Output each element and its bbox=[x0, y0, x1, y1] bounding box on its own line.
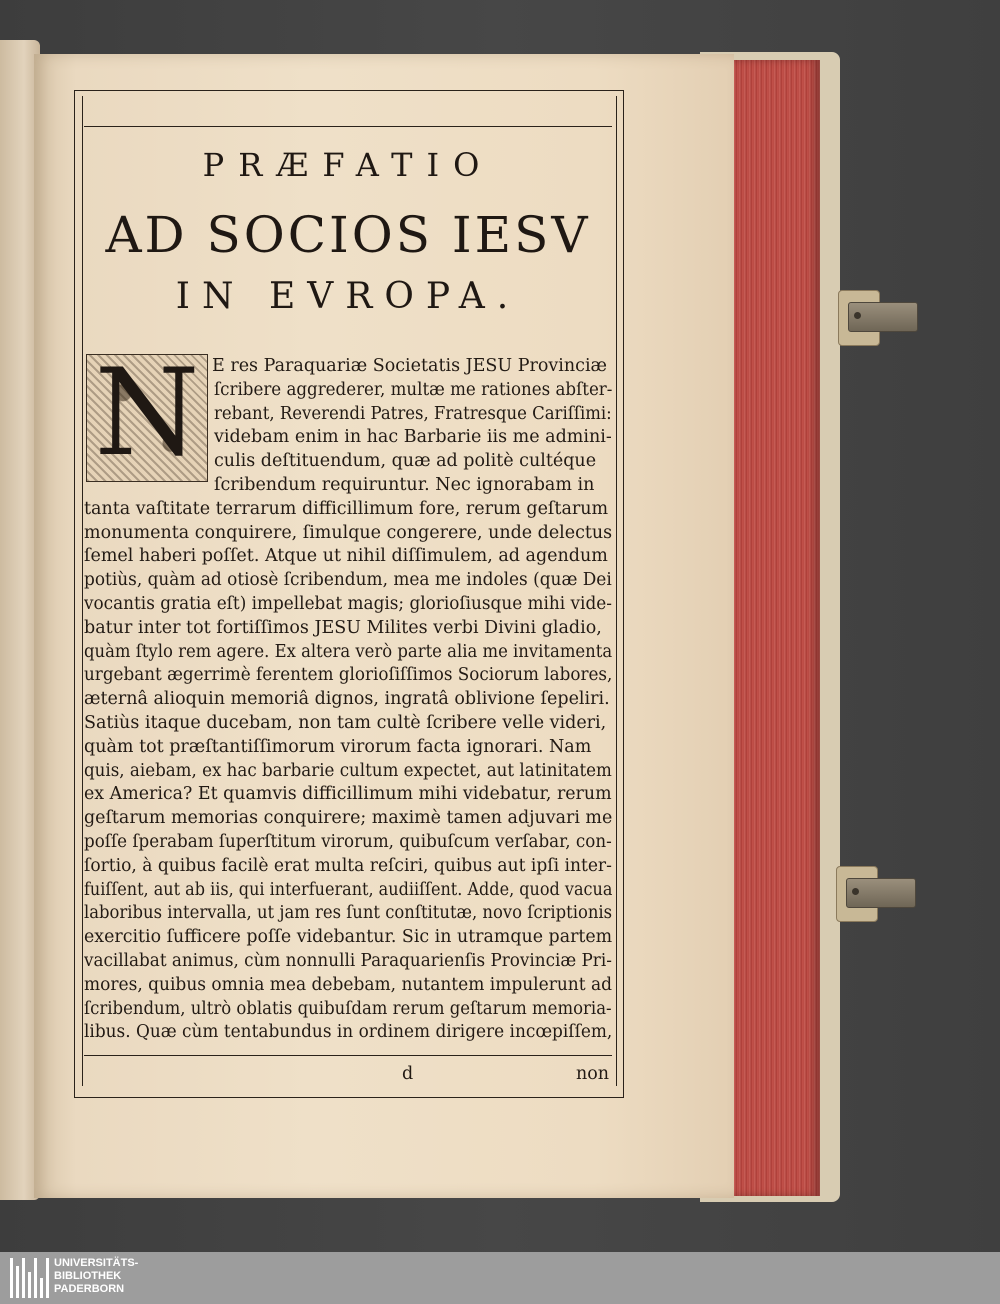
body-line: ex America? Et quamvis difficillimum mihi videbatur, rerum bbox=[84, 784, 612, 805]
decorated-initial bbox=[86, 344, 208, 483]
body-line: videbam enim in hac Barbarie iis me admini- bbox=[214, 427, 612, 448]
heading-praefatio: PRÆFATIO bbox=[202, 146, 494, 184]
body-line: æternâ alioquin memoriâ dignos, ingratâ oblivione ſepeliri. bbox=[84, 689, 610, 710]
body-line: E res Paraquariæ Societatis JESU Provinciæ bbox=[212, 356, 607, 376]
body-line: monumenta conquirere, ſimulque congerere, unde delectus bbox=[84, 522, 613, 543]
body-line: ſemel haberi poſſet. Atque ut nihil diſſimulem, ad agendum bbox=[84, 546, 608, 567]
upper-clasp bbox=[838, 290, 916, 344]
body-line: quàm tot præſtantiſſimorum virorum facta ignorari. Nam bbox=[84, 736, 592, 757]
body-line: urgebant ægerrimè ferentem glorioſiſſimos Sociorum labores, bbox=[84, 665, 613, 686]
body-line: mores, quibus omnia mea debebam, nutantem impulerunt ad bbox=[84, 974, 613, 995]
body-line: batur inter tot fortiſſimos JESU Milites verbi Divini gladio, bbox=[84, 617, 602, 638]
catchword: non bbox=[576, 1064, 610, 1084]
body-line: quàm ſtylo rem agere. Ex altera verò parte alia me invitamenta bbox=[84, 641, 613, 662]
body-line: laboribus intervalla, ut jam res ſunt conſtitutæ, novo ſcriptionis bbox=[84, 903, 613, 924]
body-line: ſcribendum, ultrò oblatis quibuſdam rerum geſtarum memoria- bbox=[84, 998, 612, 1019]
heading-in-europa: IN EVROPA. bbox=[175, 276, 521, 317]
library-name-line3: PADERBORN bbox=[54, 1283, 125, 1295]
body-line: poſſe ſperabam ſuperſtitum virorum, quibuſcum verſabar, con- bbox=[84, 832, 612, 852]
body-line: ſcribere aggrederer, multæ me rationes abſter- bbox=[214, 379, 613, 400]
library-name-line2: BIBLIOTHEK bbox=[54, 1270, 122, 1282]
library-logo-icon bbox=[8, 1258, 50, 1298]
body-line: quis, aiebam, ex hac barbarie cultum expectet, aut latinitatem bbox=[84, 760, 612, 781]
page-fore-edge bbox=[728, 60, 820, 1196]
body-line: fuiſſent, aut ab iis, qui interfuerant, audiiſſent. Adde, quod vacua bbox=[84, 879, 613, 900]
library-name-line1: UNIVERSITÄTS- bbox=[54, 1257, 139, 1269]
bottom-rule bbox=[84, 1055, 612, 1056]
body-line: vocantis gratia eſt) impellebat magis; glorioſiusque mihi vide- bbox=[84, 594, 612, 614]
lower-clasp bbox=[836, 866, 914, 920]
body-line: culis deſtituendum, quæ ad politè cultéque bbox=[214, 451, 597, 472]
body-line: Satiùs itaque ducebam, non tam cultè ſcribere velle videri, bbox=[84, 713, 607, 733]
body-line: rebant, Reverendi Patres, Fratresque Cariſſimi: bbox=[214, 403, 612, 424]
body-line: geſtarum memorias conquirere; maximè tamen adjuvari me bbox=[84, 808, 613, 829]
frame-inner-right bbox=[616, 96, 617, 1086]
body-line: vacillabat animus, cùm nonnulli Paraquarienſis Provinciæ Pri- bbox=[84, 951, 612, 971]
frame-inner-left bbox=[82, 96, 83, 1086]
top-rule bbox=[84, 126, 612, 127]
library-name bbox=[54, 1257, 138, 1296]
body-line: libus. Quæ cùm tentabundus in ordinem dirigere incœpiſſem, bbox=[84, 1022, 613, 1043]
body-line: ſcribendum requiruntur. Nec ignorabam in bbox=[214, 475, 595, 495]
body-line: ſortio, à quibus facilè erat multa reſciri, quibus aut ipſi inter- bbox=[84, 855, 612, 876]
heading-ad-socios: AD SOCIOS IESV bbox=[105, 206, 591, 264]
signature-mark: d bbox=[402, 1064, 414, 1084]
initial-letter: N bbox=[94, 344, 200, 483]
body-line: tanta vaſtitate terrarum difficillimum fore, rerum geſtarum bbox=[84, 498, 609, 519]
body-line: potiùs, quàm ad otiosè ſcribendum, mea me indoles (quæ Dei bbox=[84, 570, 612, 591]
library-footer bbox=[0, 1252, 1000, 1304]
body-line: exercitio ſufficere poſſe videbantur. Sic in utramque partem bbox=[84, 927, 613, 948]
